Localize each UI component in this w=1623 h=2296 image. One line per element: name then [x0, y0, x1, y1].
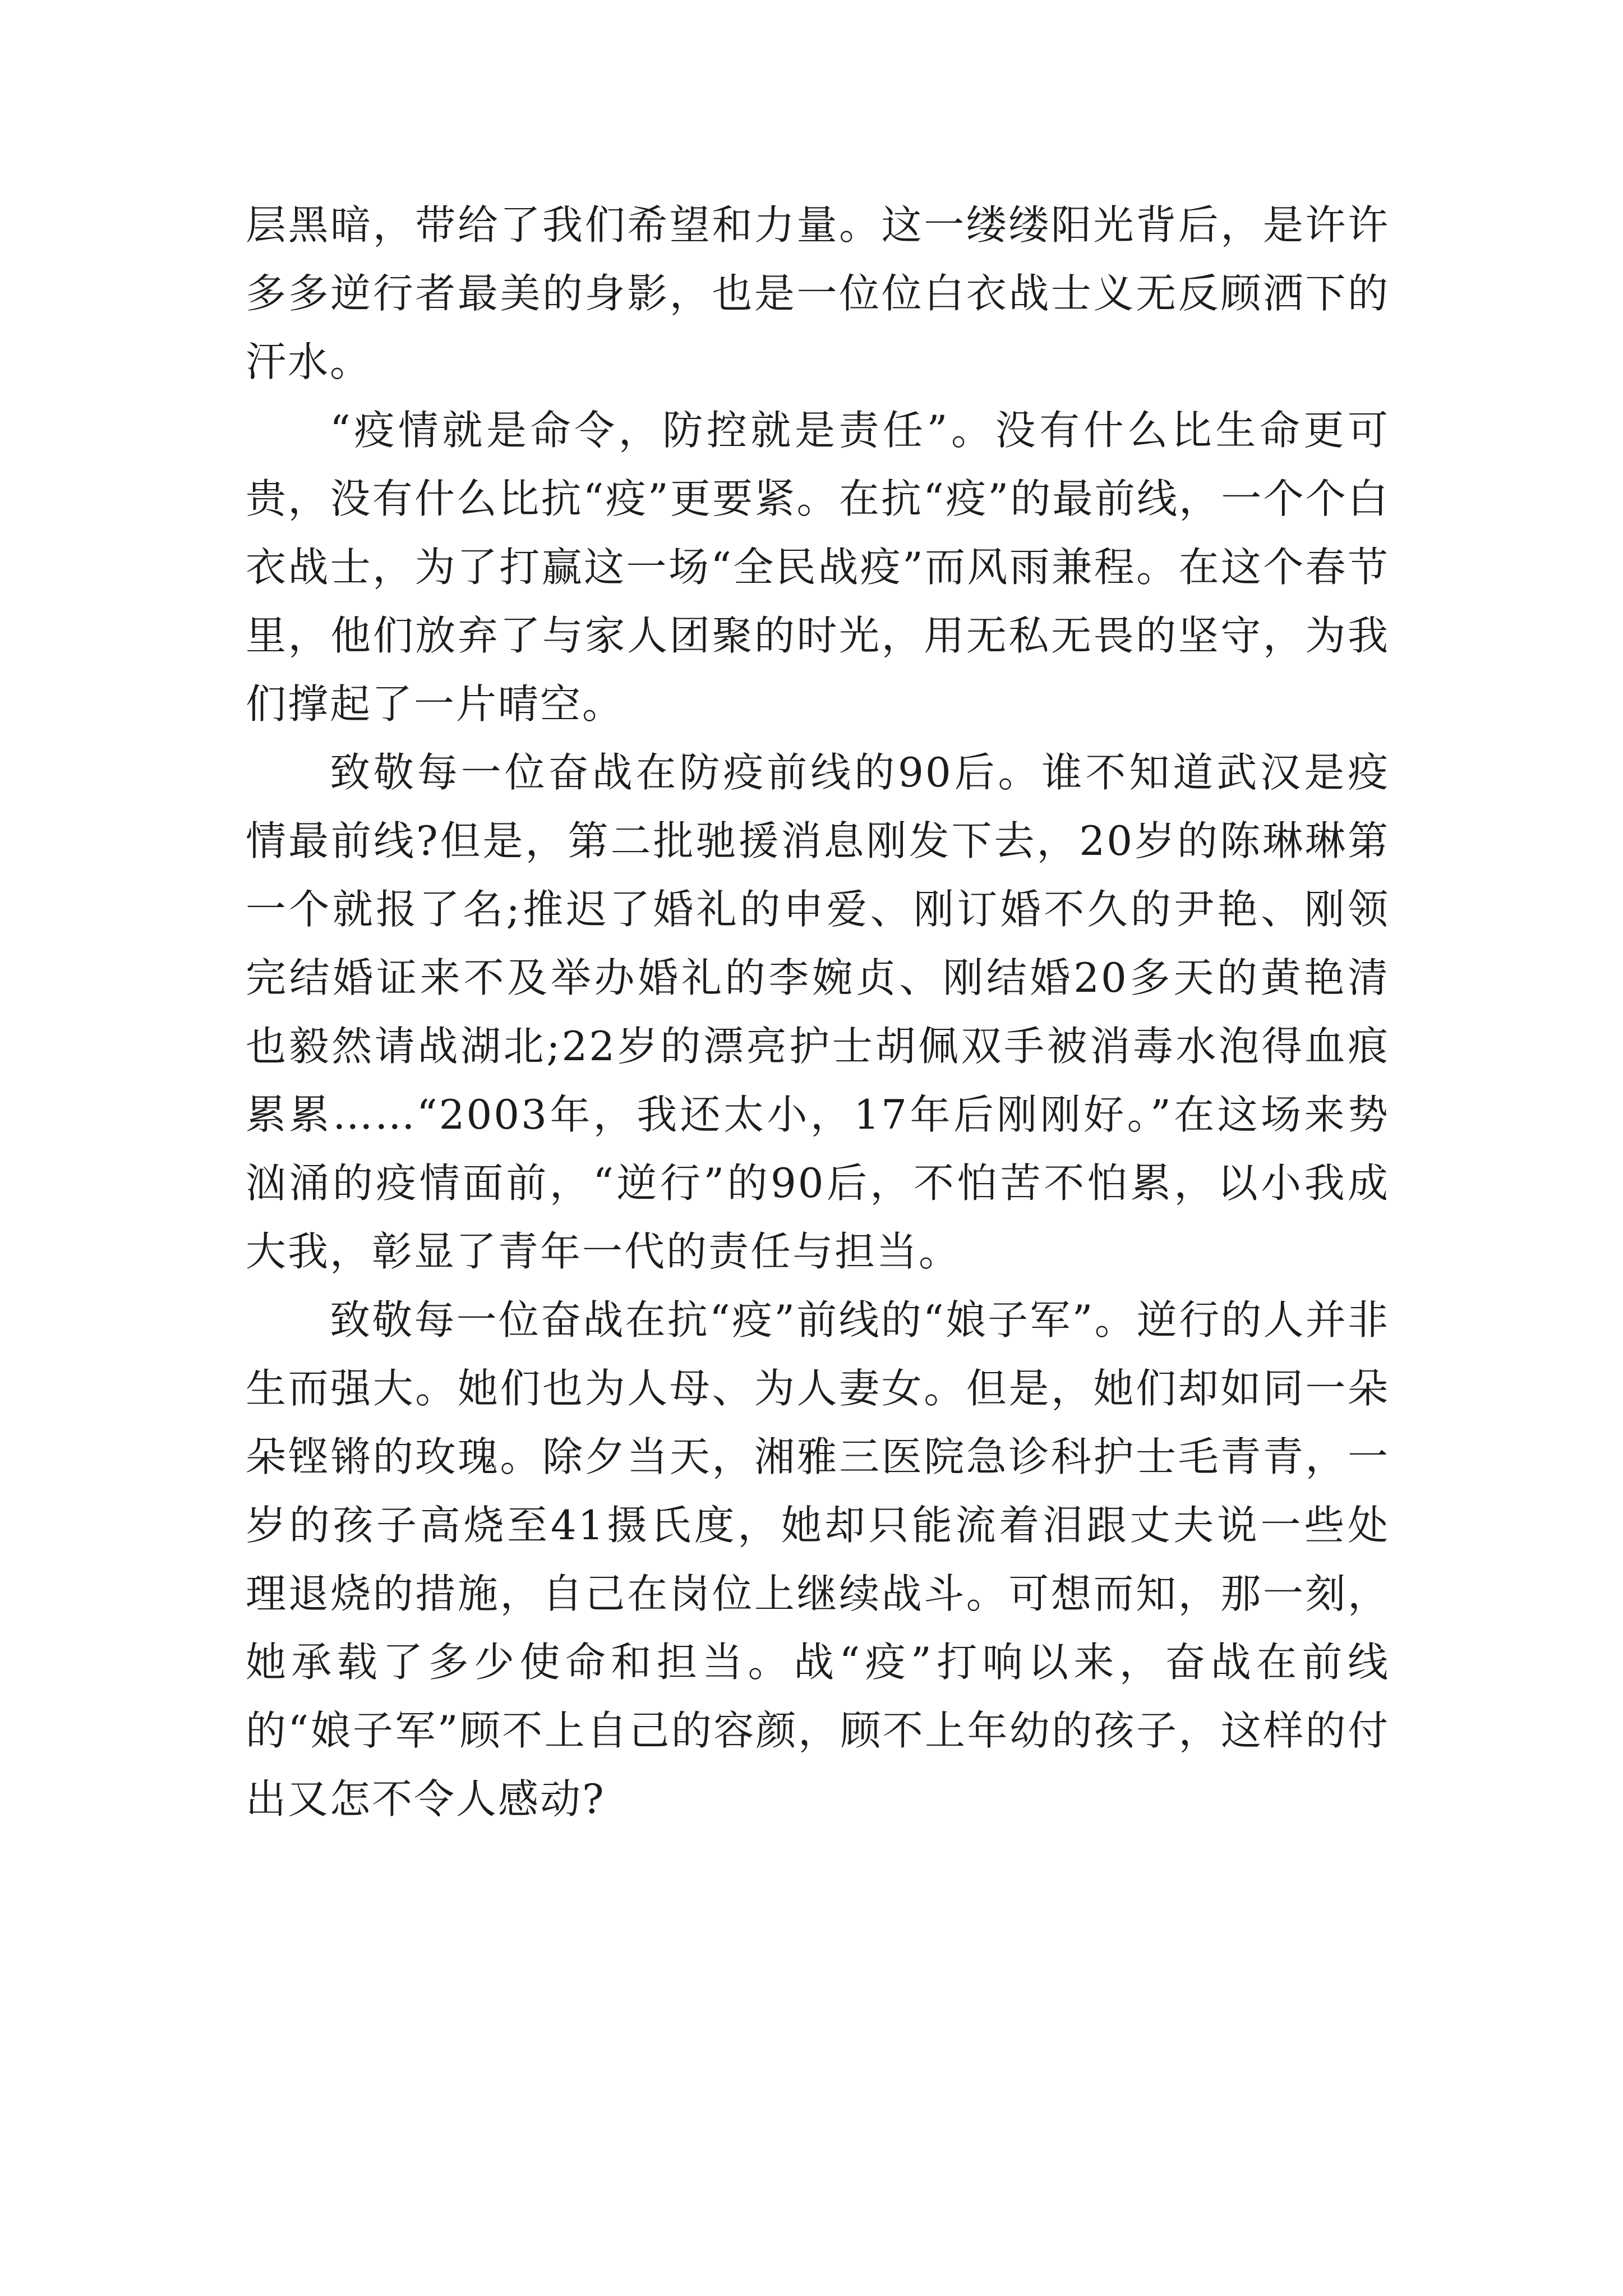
article-body	[246, 191, 1390, 1833]
paragraph-4: 致敬每一位奋战在抗“疫”前线的“娘子军”。逆行的人并非生而强大。她们也为人母、为人妻女。但是，她们却如同一朵朵铿锵的玫瑰。除夕当天，湘雅三医院急诊科护士毛青青，一岁的孩子高烧至41摄氏度，她却只能流着泪跟丈夫说一些处理退烧的措施，自己在岗位上继续战斗。可想而知，那一刻，她承载了多少使命和担当。战“疫”打响以来，奋战在前线的“娘子军”顾不上自己的容颜，顾不上年幼的孩子，这样的付出又怎不令人感动?	[246, 1296, 1390, 1823]
paragraph-3: 致敬每一位奋战在防疫前线的90后。谁不知道武汉是疫情最前线?但是，第二批驰援消息刚发下去，20岁的陈琳琳第一个就报了名;推迟了婚礼的申爱、刚订婚不久的尹艳、刚领完结婚证来不及举办婚礼的李婉贞、刚结婚20多天的黄艳清也毅然请战湖北;22岁的漂亮护士胡佩双手被消毒水泡得血痕累累……“2003年，我还太小，17年后刚刚好。”在这场来势汹涌的疫情面前，“逆行”的90后，不怕苦不怕累，以小我成大我，彰显了青年一代的责任与担当。	[246, 749, 1390, 1275]
paragraph-1: 层黑暗，带给了我们希望和力量。这一缕缕阳光背后，是许许多多逆行者最美的身影，也是一位位白衣战士义无反顾洒下的汗水。	[246, 201, 1390, 385]
paragraph-2: “疫情就是命令，防控就是责任”。没有什么比生命更可贵，没有什么比抗“疫”更要紧。在抗“疫”的最前线，一个个白衣战士，为了打赢这一场“全民战疫”而风雨兼程。在这个春节里，他们放弃了与家人团聚的时光，用无私无畏的坚守，为我们撑起了一片晴空。	[246, 407, 1390, 728]
